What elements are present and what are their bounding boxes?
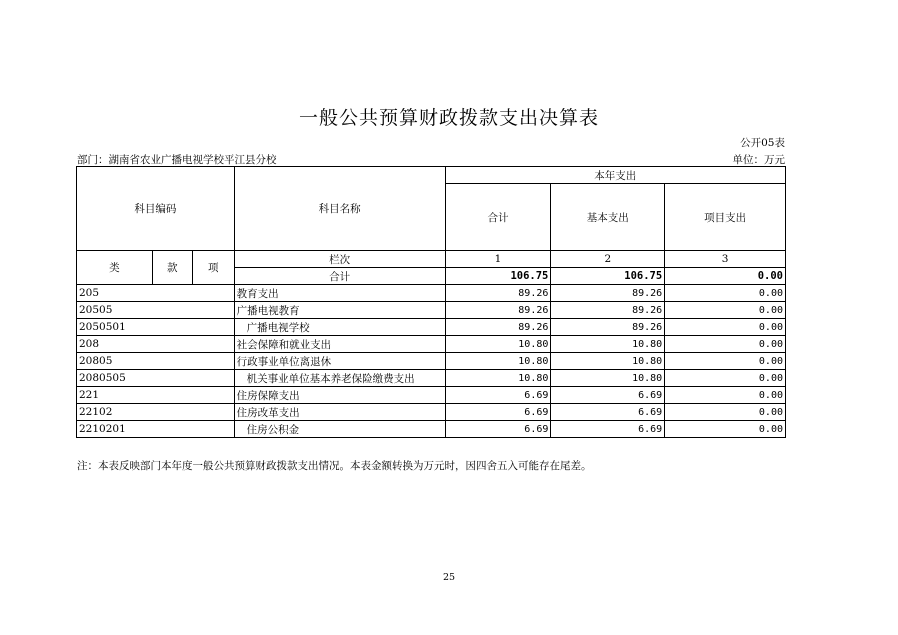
total-basic: 106.75 <box>551 268 665 285</box>
header-project: 项目支出 <box>665 184 786 251</box>
table-row <box>77 404 786 421</box>
row-code: 205 <box>77 285 235 302</box>
page-title: 一般公共预算财政拨款支出决算表 <box>298 107 599 129</box>
table-row <box>77 353 786 370</box>
row-name: 广播电视学校 <box>234 319 445 336</box>
row-project: 0.00 <box>665 285 786 302</box>
row-basic: 6.69 <box>551 387 665 404</box>
row-code: 20805 <box>77 353 235 370</box>
row-name: 教育支出 <box>234 285 445 302</box>
row-total: 6.69 <box>445 421 551 438</box>
row-name: 广播电视教育 <box>234 302 445 319</box>
row-code: 221 <box>77 387 235 404</box>
page-number: 25 <box>442 572 456 583</box>
row-name: 社会保障和就业支出 <box>234 336 445 353</box>
row-basic: 89.26 <box>551 285 665 302</box>
row-name: 机关事业单位基本养老保险缴费支出 <box>234 370 445 387</box>
row-code: 208 <box>77 336 235 353</box>
header-xiang: 项 <box>192 251 234 285</box>
row-total: 89.26 <box>445 302 551 319</box>
header-column-label: 栏次 <box>234 251 445 268</box>
table-row <box>77 336 786 353</box>
row-basic: 6.69 <box>551 421 665 438</box>
header-row-4 <box>77 251 786 268</box>
row-code: 22102 <box>77 404 235 421</box>
row-total: 89.26 <box>445 285 551 302</box>
table-row <box>77 285 786 302</box>
header-col2: 2 <box>551 251 665 268</box>
row-project: 0.00 <box>665 404 786 421</box>
row-project: 0.00 <box>665 387 786 404</box>
header-subject-code: 科目编码 <box>77 167 235 251</box>
row-name: 行政事业单位离退休 <box>234 353 445 370</box>
row-name: 住房保障支出 <box>234 387 445 404</box>
row-code: 2080505 <box>77 370 235 387</box>
total-total: 106.75 <box>445 268 551 285</box>
total-project: 0.00 <box>665 268 786 285</box>
row-total: 10.80 <box>445 370 551 387</box>
row-total: 6.69 <box>445 404 551 421</box>
row-basic: 10.80 <box>551 370 665 387</box>
header-basic: 基本支出 <box>551 184 665 251</box>
row-code: 20505 <box>77 302 235 319</box>
row-code: 2210201 <box>77 421 235 438</box>
unit-label: 单位：万元 <box>732 154 785 166</box>
department-label: 部门：湖南省农业广播电视学校平江县分校 <box>77 154 277 166</box>
row-total: 10.80 <box>445 353 551 370</box>
header-subject-name: 科目名称 <box>234 167 445 251</box>
row-project: 0.00 <box>665 353 786 370</box>
table-row <box>77 387 786 404</box>
row-project: 0.00 <box>665 421 786 438</box>
header-col3: 3 <box>665 251 786 268</box>
row-name: 住房公积金 <box>234 421 445 438</box>
row-basic: 89.26 <box>551 302 665 319</box>
header-total: 合计 <box>445 184 551 251</box>
row-total: 89.26 <box>445 319 551 336</box>
row-basic: 10.80 <box>551 353 665 370</box>
row-project: 0.00 <box>665 319 786 336</box>
form-code: 公开05表 <box>740 137 785 149</box>
row-basic: 6.69 <box>551 404 665 421</box>
row-project: 0.00 <box>665 370 786 387</box>
table-row <box>77 302 786 319</box>
table-row <box>77 421 786 438</box>
row-code: 2050501 <box>77 319 235 336</box>
row-name: 住房改革支出 <box>234 404 445 421</box>
row-project: 0.00 <box>665 302 786 319</box>
row-basic: 89.26 <box>551 319 665 336</box>
header-kuan: 款 <box>152 251 192 285</box>
row-total: 6.69 <box>445 387 551 404</box>
total-label: 合计 <box>234 268 445 285</box>
row-total: 10.80 <box>445 336 551 353</box>
footnote: 注：本表反映部门本年度一般公共预算财政拨款支出情况。本表金额转换为万元时，因四舍五入可能存在尾差。 <box>77 460 592 472</box>
header-row-1 <box>77 167 786 184</box>
table-row <box>77 319 786 336</box>
row-basic: 10.80 <box>551 336 665 353</box>
expenditure-table <box>76 166 786 438</box>
row-project: 0.00 <box>665 336 786 353</box>
header-col1: 1 <box>445 251 551 268</box>
header-lei: 类 <box>77 251 153 285</box>
header-current-year: 本年支出 <box>445 167 785 184</box>
table-row <box>77 370 786 387</box>
